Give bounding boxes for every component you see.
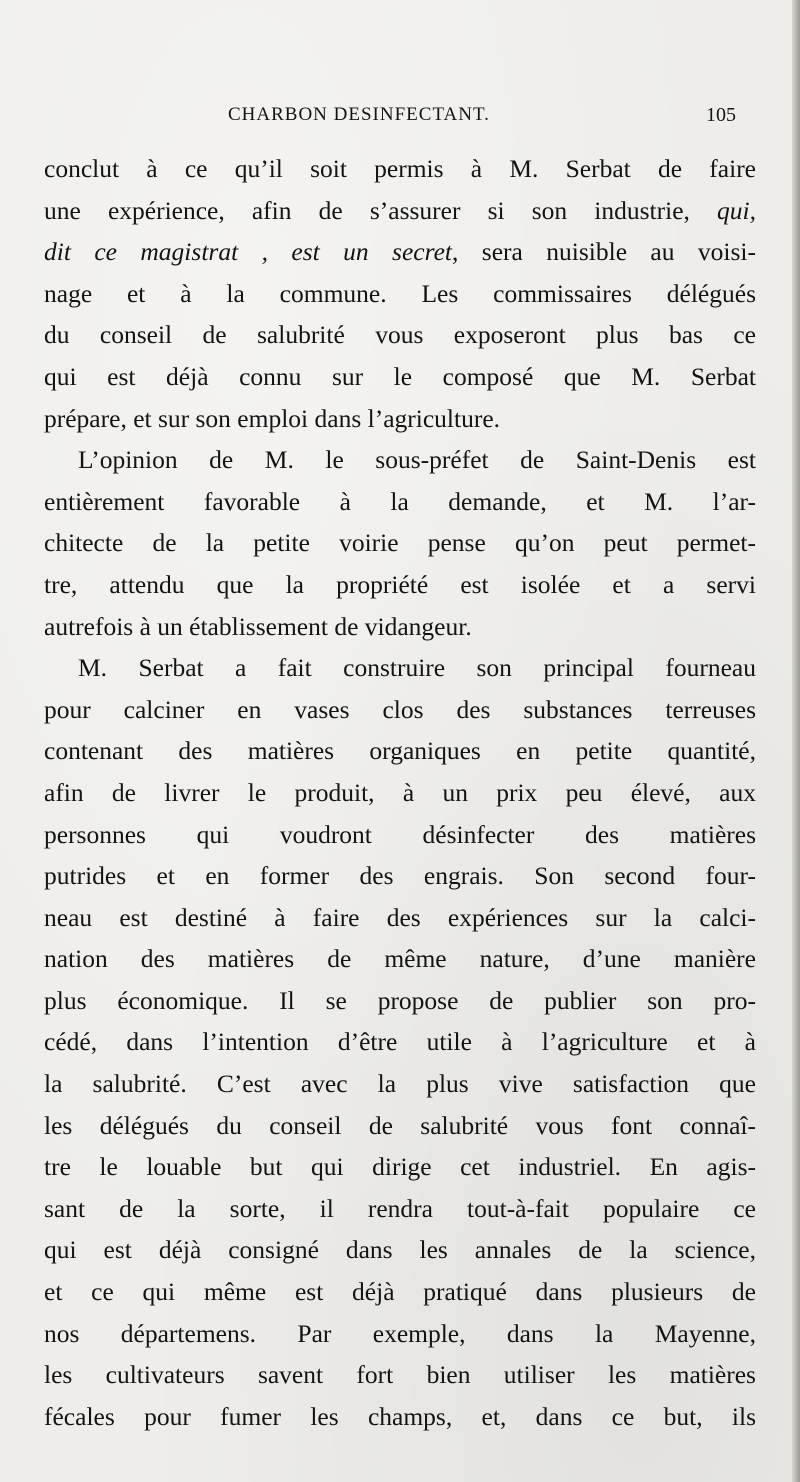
text-line: [44, 647, 756, 689]
italic-text-segment: dit ce magistrat , est un secret: [44, 237, 452, 267]
text-segment: personnes qui voudront désinfecter des matières: [44, 819, 756, 849]
text-line: [44, 855, 756, 897]
text-line: [44, 1271, 756, 1313]
text-segment: L’opinion de M. le sous-préfet de Saint-Denis est: [78, 445, 756, 475]
body-text: [44, 148, 756, 1437]
text-line: [44, 148, 756, 190]
text-segment: qui est déjà connu sur le composé que M. Serbat: [44, 361, 756, 391]
text-line: [44, 938, 756, 980]
text-line: [44, 522, 756, 564]
text-segment: chitecte de la petite voirie pense qu’on peut permet-: [44, 528, 756, 558]
text-segment: tre, attendu que la propriété est isolée et a servi: [44, 569, 756, 599]
text-line: [44, 564, 756, 606]
text-line: [44, 980, 756, 1022]
text-line: [44, 481, 756, 523]
text-segment: et ce qui même est déjà pratiqué dans plusieurs de: [44, 1277, 756, 1307]
text-segment: fécales pour fumer les champs, et, dans ce but, ils: [44, 1401, 756, 1431]
text-line: [44, 814, 756, 856]
running-head: [0, 100, 800, 136]
text-segment: une expérience, afin de s’assurer si son industrie,: [44, 195, 718, 225]
text-segment: pour calciner en vases clos des substances terreuses: [44, 694, 756, 724]
page-edge-shadow: [792, 0, 800, 1482]
text-line: [44, 772, 756, 814]
text-line: [44, 689, 756, 731]
text-segment: afin de livrer le produit, à un prix peu élevé, aux: [44, 777, 756, 807]
text-line: [44, 1229, 756, 1271]
text-segment: du conseil de salubrité vous exposeront plus bas ce: [44, 320, 756, 350]
italic-text-segment: qui,: [717, 195, 756, 225]
text-segment: la salubrité. C’est avec la plus vive satisfaction que: [44, 1069, 756, 1099]
text-segment: entièrement favorable à la demande, et M. l’ar-: [44, 486, 756, 516]
text-line: [44, 1313, 756, 1355]
text-line: [44, 356, 756, 398]
text-line: [44, 1063, 756, 1105]
text-segment: plus économique. Il se propose de publier son pro-: [44, 985, 756, 1015]
text-segment: putrides et en former des engrais. Son second four-: [44, 861, 756, 891]
text-line: [44, 897, 756, 939]
text-segment: neau est destiné à faire des expériences sur la calci-: [44, 902, 756, 932]
text-segment: contenant des matières organiques en petite quantité,: [44, 736, 756, 766]
text-segment: conclut à ce qu’il soit permis à M. Serbat de faire: [44, 154, 756, 183]
page-number: 105: [706, 104, 736, 126]
text-segment: autrefois à un établissement de vidangeur.: [44, 611, 472, 641]
text-segment: tre le louable but qui dirige cet industriel. En agis-: [44, 1152, 756, 1182]
text-segment: M. Serbat a fait construire son principal fourneau: [78, 653, 756, 683]
running-title: CHARBON DESINFECTANT.: [228, 104, 490, 125]
text-line: [44, 1021, 756, 1063]
text-line: [44, 398, 756, 440]
text-line: [44, 1396, 756, 1438]
text-segment: prépare, et sur son emploi dans l’agriculture.: [44, 403, 501, 433]
text-segment: nation des matières de même nature, d’une manière: [44, 944, 756, 974]
text-line: [44, 314, 756, 356]
text-line: [44, 439, 756, 481]
text-segment: cédé, dans l’intention d’être utile à l’agriculture et à: [44, 1027, 756, 1057]
text-line: [44, 1146, 756, 1188]
text-line: [44, 1105, 756, 1147]
text-segment: qui est déjà consigné dans les annales de la science,: [44, 1235, 756, 1265]
text-segment: nos départemens. Par exemple, dans la Mayenne,: [44, 1318, 756, 1348]
text-line: [44, 273, 756, 315]
text-line: [44, 606, 756, 648]
text-segment: les cultivateurs savent fort bien utiliser les matières: [44, 1360, 756, 1390]
text-line: [44, 1188, 756, 1230]
text-segment: nage et à la commune. Les commissaires délégués: [44, 278, 756, 308]
text-line: [44, 231, 756, 273]
text-line: [44, 730, 756, 772]
text-segment: les délégués du conseil de salubrité vous font connaî-: [44, 1110, 756, 1140]
text-segment: , sera nuisible au voisi-: [452, 237, 756, 267]
text-line: [44, 1354, 756, 1396]
text-line: [44, 190, 756, 232]
text-segment: sant de la sorte, il rendra tout-à-fait populaire ce: [44, 1193, 756, 1223]
